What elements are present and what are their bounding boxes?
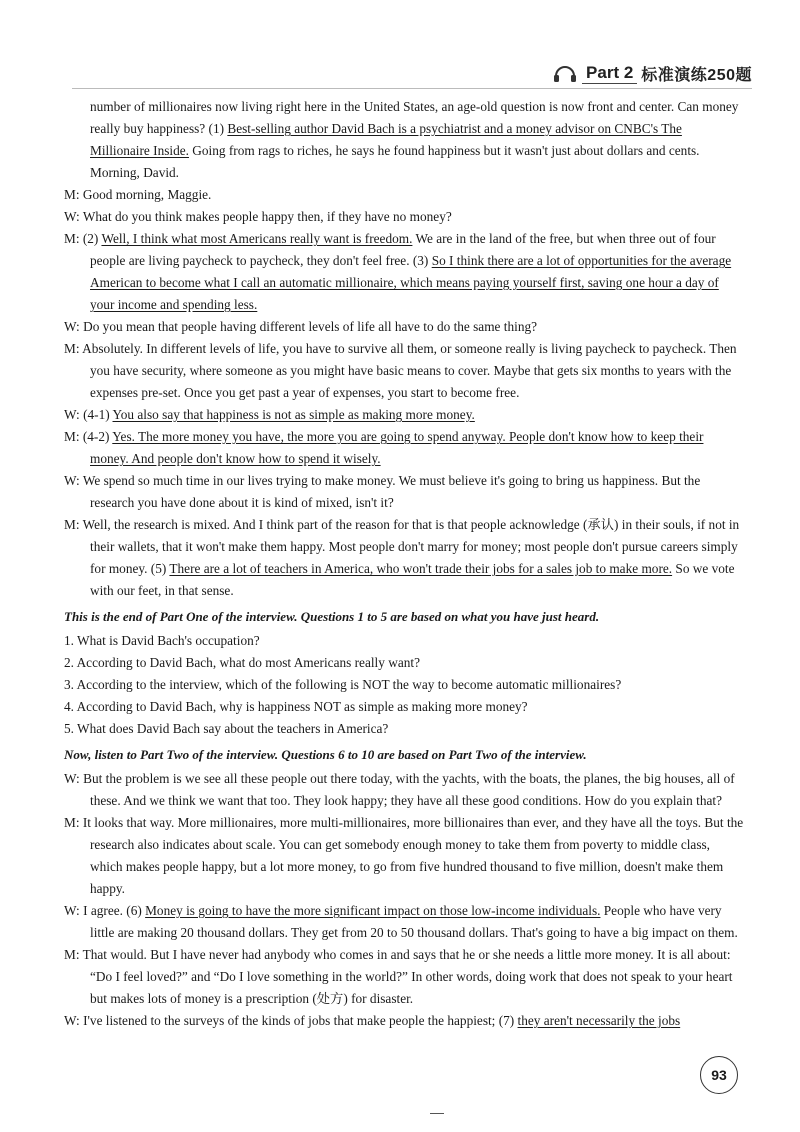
dialogue-text: It looks that way. More millionaires, more multi-millionaires, more billionaires than ever, and they have all the toys. But the research also indicates about scale. You can get somebody enough money to take them from poverty to middle class, which makes people happy, but a lot more money, to go from five hundred thousand to five million, doesn't make them happy. bbox=[82, 815, 744, 896]
page-number: 93 bbox=[700, 1056, 738, 1094]
answer-4-1-underline: You also say that happiness is not as simple as making more money. bbox=[112, 407, 475, 422]
dialogue-text: Well, the research is mixed. And I think part of the reason for that is that people acknowledge (承认) in their souls, if not in their wallets, that it won't make them happy. Most people don't marry for money; most people don't pursue careers simply for money. (5) bbox=[82, 517, 740, 576]
dialogue-line bbox=[64, 206, 744, 228]
dialogue-line bbox=[64, 404, 744, 426]
answer-5-underline: There are a lot of teachers in America, who won't trade their jobs for a sales job to make more. bbox=[169, 561, 673, 576]
speaker-label: M: bbox=[64, 187, 80, 202]
dialogue-text: We are in the land of the free, but when three out of four people are living paycheck to paycheck, they don't feel free. (3) bbox=[90, 231, 716, 268]
dialogue-line bbox=[64, 316, 744, 338]
headphones-icon bbox=[552, 62, 578, 84]
dialogue-text: What do you think makes people happy then, if they have no money? bbox=[82, 209, 452, 224]
speaker-label: W: bbox=[64, 319, 80, 334]
footer-dash bbox=[430, 1113, 444, 1114]
dialogue-line bbox=[64, 470, 744, 514]
speaker-label: W: bbox=[64, 1013, 80, 1028]
dialogue-line bbox=[64, 812, 744, 900]
intro-paragraph bbox=[64, 96, 744, 184]
speaker-label: M: bbox=[64, 815, 80, 830]
intro-text-2: Going from rags to riches, he says he found happiness but it wasn't just about dollars and cents. Morning, David. bbox=[90, 143, 700, 180]
dialogue-line bbox=[64, 338, 744, 404]
dialogue-text: We spend so much time in our lives trying to make money. We must believe it's going to bring us happiness. But the research you have done about it is kind of mixed, isn't it? bbox=[82, 473, 701, 510]
question-item: 3. According to the interview, which of the following is NOT the way to become automatic millionaires? bbox=[64, 677, 622, 692]
answer-6-underline: Money is going to have the more significant impact on those low-income individuals. bbox=[145, 903, 601, 918]
header-part-label: Part 2 bbox=[582, 63, 637, 84]
question-item: 2. According to David Bach, what do most Americans really want? bbox=[64, 655, 420, 670]
dialogue-line bbox=[64, 768, 744, 812]
dialogue-text: I agree. (6) bbox=[83, 903, 146, 918]
header-title: 标准演练250题 bbox=[641, 66, 752, 84]
speaker-label: W: bbox=[64, 209, 80, 224]
instruction-part-one-end: This is the end of Part One of the interview. Questions 1 to 5 are based on what you have just heard. bbox=[64, 609, 600, 624]
answer-7-underline: they aren't necessarily the jobs bbox=[517, 1013, 681, 1028]
intro-text-1: number of millionaires now living right here in the United States, an age-old question is now front and center. Can money really buy happiness? (1) bbox=[90, 99, 739, 136]
speaker-label: W: bbox=[64, 407, 80, 422]
speaker-label: W: bbox=[64, 473, 80, 488]
answer-2-underline: Well, I think what most Americans really want is freedom. bbox=[101, 231, 413, 246]
dialogue-text: (4-2) bbox=[82, 429, 113, 444]
dialogue-text: (4-1) bbox=[83, 407, 113, 422]
dialogue-line bbox=[64, 900, 744, 944]
speaker-label: M: bbox=[64, 231, 80, 246]
instruction-part-two: Now, listen to Part Two of the interview. Questions 6 to 10 are based on Part Two of the interview. bbox=[64, 747, 587, 762]
dialogue-text: Good morning, Maggie. bbox=[82, 187, 212, 202]
dialogue-line bbox=[64, 228, 744, 316]
header-rule bbox=[72, 88, 752, 89]
page-header bbox=[552, 58, 752, 88]
question-item: 5. What does David Bach say about the teachers in America? bbox=[64, 721, 389, 736]
speaker-label: W: bbox=[64, 903, 80, 918]
dialogue-line bbox=[64, 514, 744, 602]
dialogue-text: Do you mean that people having different levels of life all have to do the same thing? bbox=[83, 319, 538, 334]
dialogue-line bbox=[64, 426, 744, 470]
dialogue-line bbox=[64, 944, 744, 1010]
answer-1-underline: Best-selling author David Bach is a psychiatrist and a money advisor on CNBC's The Millionaire Inside. bbox=[90, 121, 682, 158]
speaker-label: M: bbox=[64, 341, 80, 356]
transcript-body bbox=[64, 96, 744, 1032]
dialogue-text: I've listened to the surveys of the kinds of jobs that make people the happiest; (7) bbox=[83, 1013, 518, 1028]
dialogue-line bbox=[64, 1010, 744, 1032]
answer-4-2-underline: Yes. The more money you have, the more you are going to spend anyway. People don't know how to keep their money. And people don't know how to spend it wisely. bbox=[90, 429, 704, 466]
question-item: 4. According to David Bach, why is happiness NOT as simple as making more money? bbox=[64, 699, 528, 714]
dialogue-text: That would. But I have never had anybody who comes in and says that he or she needs a little more money. It is all about: “Do I feel loved?” and “Do I love something in the world?” In other words, doing work that does not speak to your heart but makes lots of money is a prescription (处方) for disaster. bbox=[82, 947, 733, 1006]
dialogue-text: People who have very little are making 20 thousand dollars. They get from 20 to 50 thousand dollars. That's going to have a big impact on them. bbox=[90, 903, 738, 940]
dialogue-line bbox=[64, 184, 744, 206]
dialogue-text: But the problem is we see all these people out there today, with the yachts, with the boats, the planes, the big houses, all of these. And we think we want that too. They look happy; they have all these good conditions. How do you explain that? bbox=[83, 771, 735, 808]
question-item: 1. What is David Bach's occupation? bbox=[64, 633, 260, 648]
dialogue-text: Absolutely. In different levels of life, you have to survive all them, or someone really is living paycheck to paycheck. Then you have security, where someone as you might have basic means to cover. Maybe that gets six months to years with the expenses pre-set. Once you get past a year of expenses, you start to become free. bbox=[82, 341, 737, 400]
answer-3-underline: So I think there are a lot of opportunities for the average American to become what I call an automatic millionaire, which means paying yourself first, saving one hour a day of your income and spending less. bbox=[90, 253, 732, 312]
dialogue-text: (2) bbox=[82, 231, 102, 246]
dialogue-text: So we vote with our feet, in that sense. bbox=[90, 561, 735, 598]
speaker-label: M: bbox=[64, 517, 80, 532]
speaker-label: M: bbox=[64, 947, 80, 962]
speaker-label: W: bbox=[64, 771, 80, 786]
speaker-label: M: bbox=[64, 429, 80, 444]
